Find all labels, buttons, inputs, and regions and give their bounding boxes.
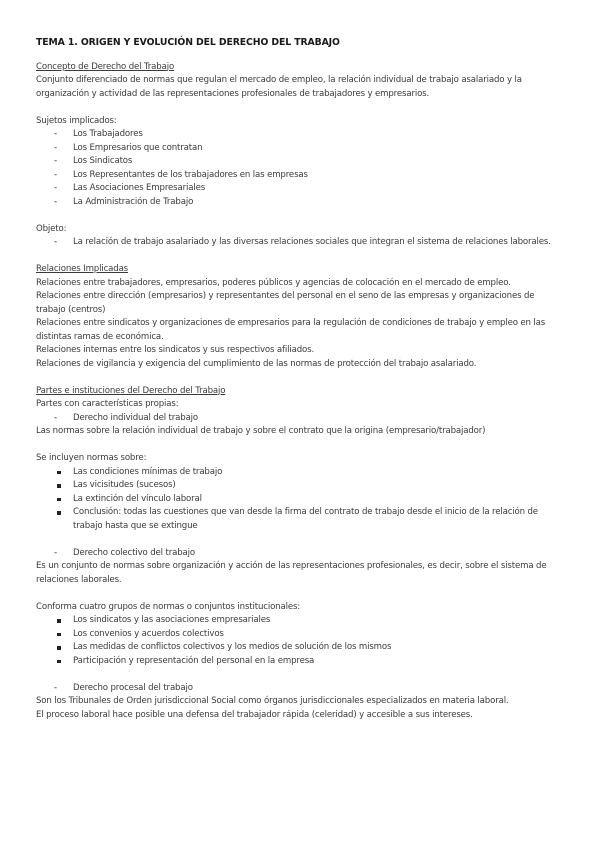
grupos-list [36,614,565,668]
list-item: - Los Representantes de los trabajadores en las empresas [36,169,565,183]
colectivo-text: Es un conjunto de normas sobre organización y acción de las representaciones profesionales, es decir, sobre el sistema de relaciones laborales. [36,561,547,585]
list-item: Conclusión: todas las cuestiones que van desde la firma del contrato de trabajo desde el inicio de la relación de trabajo hasta que se extingue [36,506,565,533]
list-item: - La relación de trabajo asalariado y las diversas relaciones sociales que integran el sistema de relaciones laborales. [36,236,565,250]
relaciones-line: Relaciones de vigilancia y exigencia del cumplimiento de las normas de protección del trabajo asalariado. [36,358,477,369]
relaciones-heading: Relaciones Implicadas [36,264,129,274]
individual-text: Las normas sobre la relación individual de trabajo y sobre el contrato que la origina (empresario/trabajador) [36,426,486,436]
grupos-heading: Conforma cuatro grupos de normas o conjuntos institucionales: [36,601,301,612]
list-item: Las condiciones mínimas de trabajo [36,466,565,480]
sujetos-list [36,128,565,209]
list-item: - Las Asociaciones Empresariales [36,182,565,196]
list-item: Las medidas de conflictos colectivos y los medios de solución de los mismos [36,641,565,655]
list-item: - Los Empresarios que contratan [36,142,565,156]
list-item: - La Administración de Trabajo [36,196,565,210]
objeto-list [36,236,565,250]
list-item: - Los Sindicatos [36,155,565,169]
normas-heading: Se incluyen normas sobre: [36,453,147,463]
concepto-text: Conjunto diferenciado de normas que regulan el mercado de empleo, la relación individual de trabajo asalariado y la organización y actividad de las representaciones profesionales de trabajadores y empresarios. [36,75,522,99]
relaciones-line: Relaciones entre sindicatos y organizaciones de empresarios para la regulación de condiciones de trabajo y empleo en las distintas ramas de económica. [36,318,546,342]
colectivo-label: - Derecho colectivo del trabajo [36,547,565,561]
sujetos-heading: Sujetos implicados: [36,115,117,126]
objeto-heading: Objeto: [36,223,67,234]
partes-heading: Partes e instituciones del Derecho del Trabajo [36,385,226,396]
relaciones-line: Relaciones internas entre los sindicatos y sus respectivos afiliados. [36,345,315,355]
document-title: TEMA 1. ORIGEN Y EVOLUCIÓN DEL DERECHO DEL TRABAJO [36,37,340,48]
relaciones-line: Relaciones entre trabajadores, empresarios, poderes públicos y agencias de colocación en el mercado de empleo. [36,277,511,288]
list-item: Participación y representación del personal en la empresa [36,655,565,669]
list-item: La extinción del vínculo laboral [36,493,565,507]
procesal-label: - Derecho procesal del trabajo [36,682,565,696]
list-item: Los sindicatos y las asociaciones empresariales [36,614,565,628]
list-item: Los convenios y acuerdos colectivos [36,628,565,642]
normas-list [36,466,565,534]
list-item: - Los Trabajadores [36,128,565,142]
partes-intro: Partes con características propias: [36,399,179,409]
procesal-line: El proceso laboral hace posible una defensa del trabajador rápida (celeridad) y accesible a sus intereses. [36,709,473,720]
individual-label: - Derecho individual del trabajo [36,412,565,426]
procesal-line: Son los Tribunales de Orden jurisdiccional Social como órganos jurisdiccionales especializados en materia laboral. [36,696,509,706]
relaciones-line: Relaciones entre dirección (empresarios) y representantes del personal en el seno de las empresas y organizaciones de trabajo (centros) [36,291,535,315]
list-item: Las vicisitudes (sucesos) [36,479,565,493]
concepto-heading: Concepto de Derecho del Trabajo [36,61,175,72]
